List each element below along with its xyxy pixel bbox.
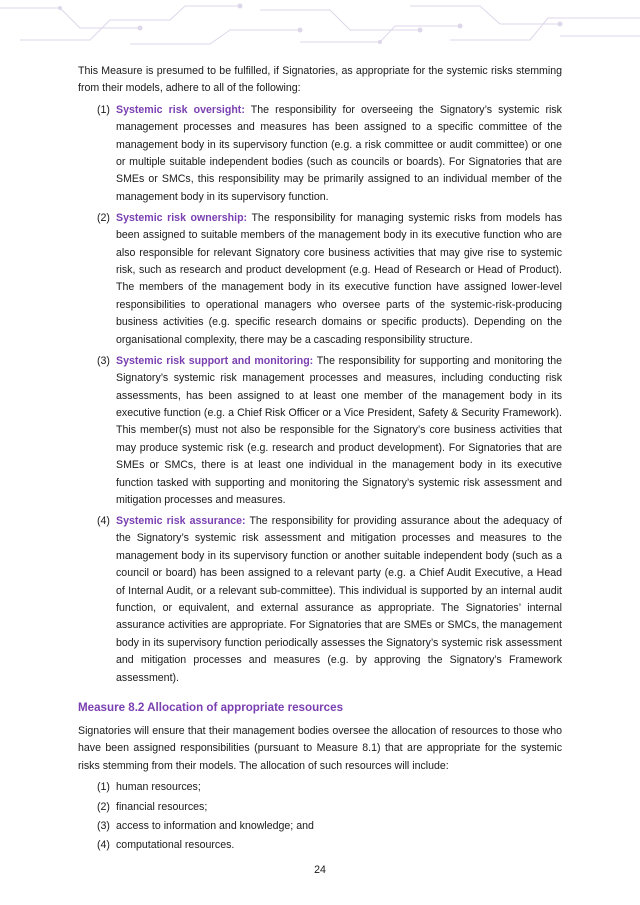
resource-list-item <box>78 837 562 854</box>
item-text <box>116 102 562 206</box>
list-item <box>78 353 562 510</box>
item-text: human resources; <box>116 781 201 794</box>
resource-list-item <box>78 818 562 835</box>
item-number: (1) <box>97 103 110 116</box>
list-item <box>78 210 562 349</box>
item-body: The responsibility for managing systemic risks from models has been assigned to suitable members of the management body in its executive function who are also responsible for relevant Signatory core business activities that may give rise to systemic risk, such as research and product development (e.g. Head of Research or Head of Product). The members of the management body in its executive function have assigned lower-level responsibilities to operational managers who oversee parts of the systemic-risk-producing business activities (e.g. specific research domains or specific products). Depending on the organisational complexity, there may be a cascading responsibility structure. <box>116 211 562 346</box>
item-text: access to information and knowledge; and <box>116 820 314 833</box>
item-number: (2) <box>97 211 110 224</box>
item-body: The responsibility for supporting and monitoring the Signatory’s systemic risk management processes and measures, including conducting risk assessments, has been assigned to at least one member of the management body in its executive function (e.g. a Chief Risk Officer or a Vice President, Safety & Security Framework). This member(s) must not also be responsible for the Signatory’s core business activities that may produce systemic risk (e.g. research and product development). For Signatories that are SMEs or SMCs, there is at least one individual in the management body in its executive function tasked with supporting and monitoring the Signatory’s systemic risk assessment and mitigation processes and measures. <box>116 354 562 506</box>
resource-list-item <box>78 779 562 796</box>
resource-list-item <box>78 799 562 816</box>
item-term: Systemic risk support and monitoring: <box>116 354 314 367</box>
item-term: Systemic risk oversight: <box>116 103 245 116</box>
list-item <box>78 102 562 206</box>
item-number: (3) <box>97 820 110 833</box>
item-number: (4) <box>97 514 110 527</box>
item-body: The responsibility for overseeing the Signatory’s systemic risk management processes and measures has been assigned to a specific committee of the management body in its supervisory function (e.g. a risk committee or audit committee) or one or multiple suitable independent bodies (such as councils or boards). For Signatories that are SMEs or SMCs, this responsibility may be primarily assigned to an individual member of the management body in its supervisory function. <box>116 103 562 203</box>
intro-paragraph: This Measure is presumed to be fulfilled, if Signatories, as appropriate for the systemic risks stemming from their models, adhere to all of the following: <box>78 65 562 95</box>
item-number: (3) <box>97 354 110 367</box>
page-content <box>78 63 562 857</box>
section-heading: Measure 8.2 Allocation of appropriate resources <box>78 701 344 714</box>
item-text: computational resources. <box>116 839 235 852</box>
item-text <box>116 353 562 510</box>
item-term: Systemic risk ownership: <box>116 211 248 224</box>
page-number: 24 <box>314 864 326 876</box>
section-paragraph: Signatories will ensure that their management bodies oversee the allocation of resources to those who have been assigned responsibilities (pursuant to Measure 8.1) that are appropriate for the systemic risks stemming from their models. The allocation of such resources will include: <box>78 725 562 772</box>
list-item <box>78 513 562 687</box>
item-text <box>116 210 562 349</box>
item-body: The responsibility for providing assurance about the adequacy of the Signatory’s systemic risk assessment and mitigation processes and measures to the management body in its supervisory function or another suitable independent body (such as a council or board) has been assigned to a relevant party (e.g. a Chief Audit Executive, a Head of Internal Audit, or a relevant sub-committee). This individual is supported by an internal audit function, or equivalent, and external assurance as appropriate. The Signatories’ internal assurance activities are appropriate. For Signatories that are SMEs or SMCs, the management body in its supervisory function periodically assesses the Signatory’s systemic risk assessment and mitigation processes and measures (e.g. by approving the Signatory’s Framework assessment). <box>116 514 562 684</box>
item-text: financial resources; <box>116 800 208 813</box>
item-term: Systemic risk assurance: <box>116 514 246 527</box>
item-number: (4) <box>97 839 110 852</box>
item-number: (2) <box>97 800 110 813</box>
item-number: (1) <box>97 781 110 794</box>
item-text <box>116 513 562 687</box>
circuit-header-decoration <box>0 0 640 48</box>
